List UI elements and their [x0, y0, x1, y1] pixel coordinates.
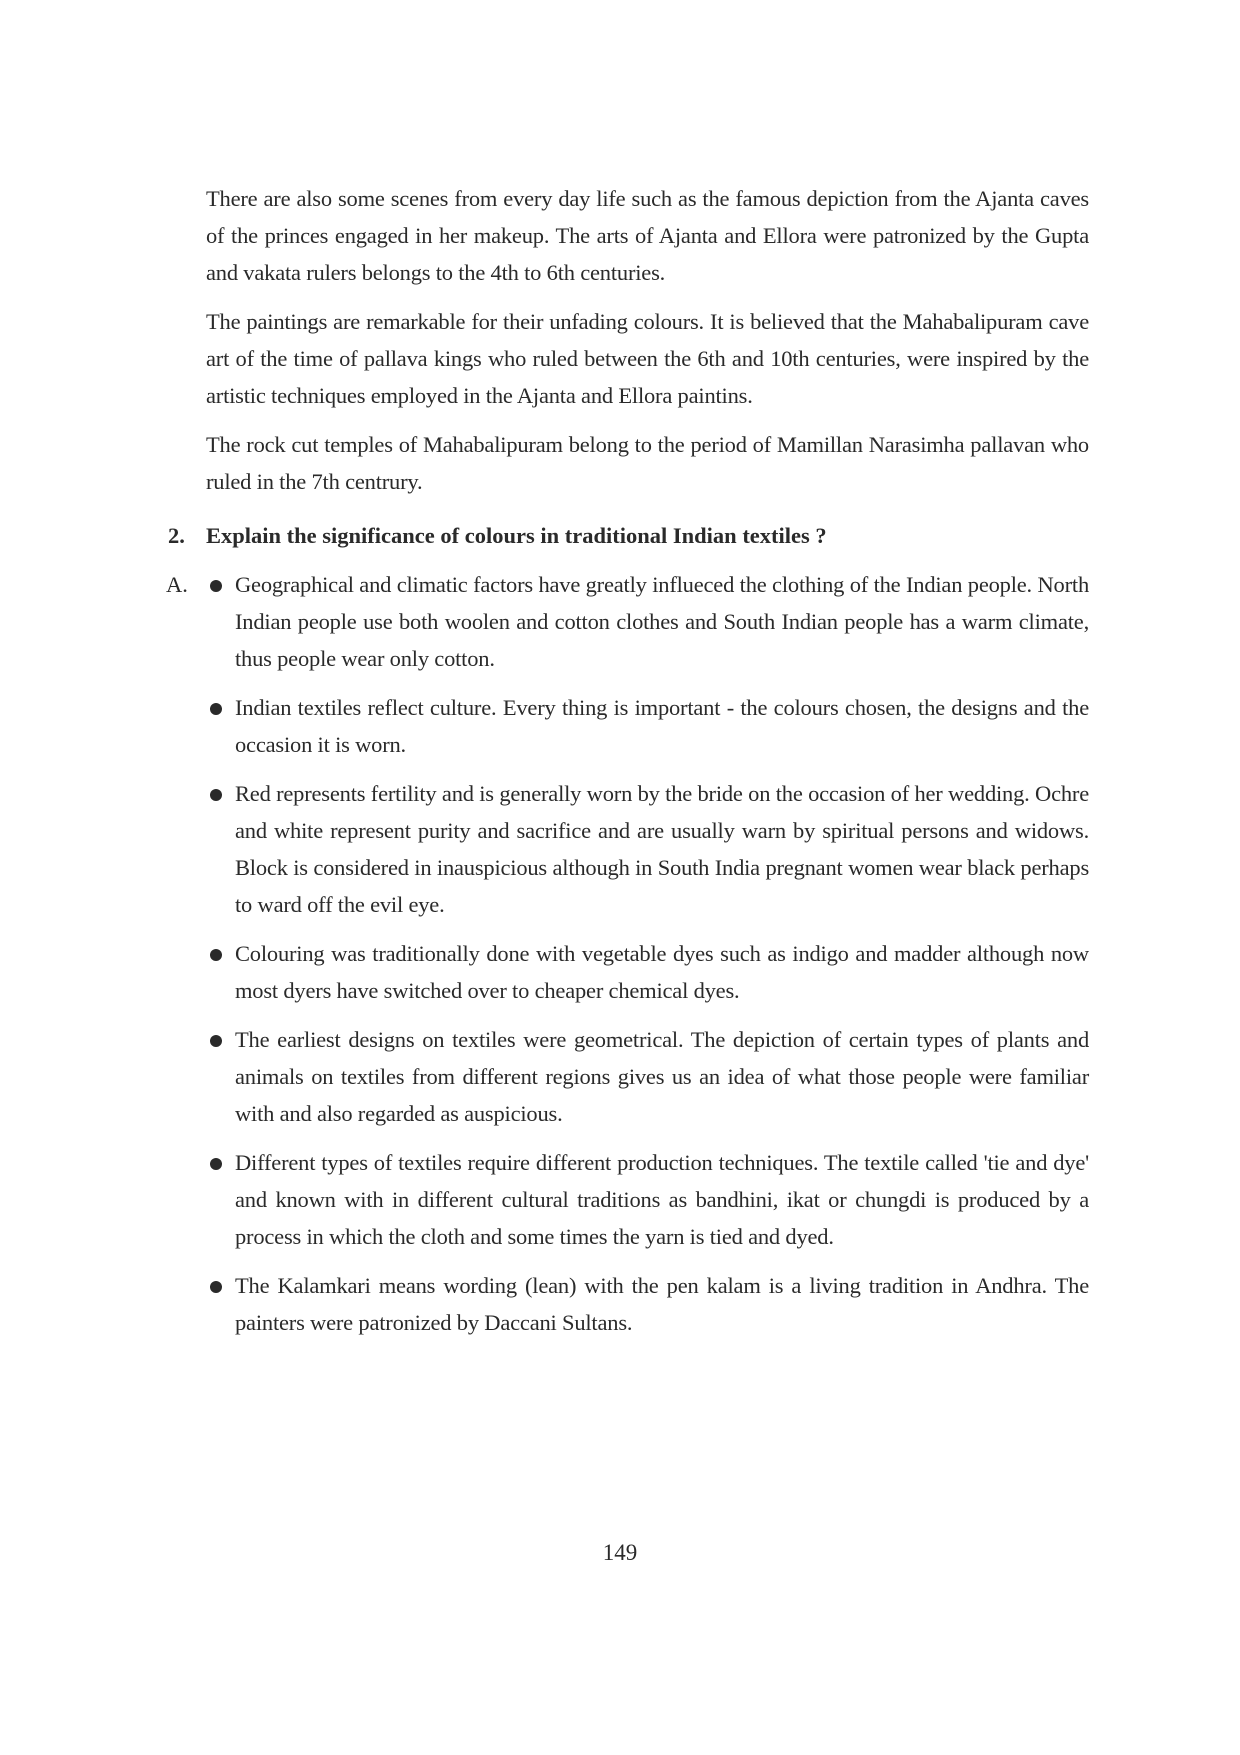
bullet-icon: [210, 703, 222, 715]
list-item: [210, 1267, 1089, 1341]
question-number: 2.: [168, 523, 185, 548]
paragraph-rock-cut-temples: The rock cut temples of Mahabalipuram belong to the period of Mamillan Narasimha pallavan who ruled in the 7th centrury.: [206, 432, 1089, 494]
paragraph-unfading-colours: The paintings are remarkable for their unfading colours. It is believed that the Mahabalipuram cave art of the time of pallava kings who ruled between the 6th and 10th centuries, were inspired by the artistic techniques employed in the Ajanta and Ellora paintins.: [206, 309, 1089, 408]
list-item: [210, 1021, 1089, 1132]
paragraph-ajanta-scenes: There are also some scenes from every day life such as the famous depiction from the Ajanta caves of the princes engaged in her makeup. The arts of Ajanta and Ellora were patronized by the Gupta and vakata rulers belongs to the 4th to 6th centuries.: [206, 186, 1089, 285]
bullet-icon: [210, 1035, 222, 1047]
list-item-text: Indian textiles reflect culture. Every thing is important - the colours chosen, the designs and the occasion it is worn.: [235, 695, 1089, 757]
bullet-icon: [210, 789, 222, 801]
list-item: [210, 566, 1089, 677]
bullet-icon: [210, 1281, 222, 1293]
list-item: [210, 689, 1089, 763]
list-item-text: The Kalamkari means wording (lean) with the pen kalam is a living tradition in Andhra. The painters were patronized by Daccani Sultans.: [235, 1273, 1089, 1335]
bullet-icon: [210, 580, 222, 592]
list-item: [210, 775, 1089, 923]
question-text: Explain the significance of colours in traditional Indian textiles ?: [206, 523, 827, 548]
list-item-text: The earliest designs on textiles were geometrical. The depiction of certain types of plants and animals on textiles from different regions gives us an idea of what those people were familiar with and also regarded as auspicious.: [235, 1027, 1089, 1126]
page-number: 149: [602, 1540, 638, 1565]
bullet-icon: [210, 949, 222, 961]
list-item-text: Red represents fertility and is generally worn by the bride on the occasion of her wedding. Ochre and white represent purity and sacrifice and are usually warn by spiritual persons and widows. Block is considered in inauspicious although in South India pregnant women wear black perhaps to ward off the evil eye.: [235, 781, 1089, 917]
answer-label: A.: [166, 572, 188, 597]
list-item: [210, 935, 1089, 1009]
list-item-text: Geographical and climatic factors have greatly influeced the clothing of the Indian people. North Indian people use both woolen and cotton clothes and South Indian people has a warm climate, thus people wear only cotton.: [235, 572, 1089, 671]
list-item-text: Different types of textiles require different production techniques. The textile called 'tie and dye' and known with in different cultural traditions as bandhini, ikat or chungdi is produced by a process in which the cloth and some times the yarn is tied and dyed.: [235, 1150, 1089, 1249]
bullet-icon: [210, 1158, 222, 1170]
list-item: [210, 1144, 1089, 1255]
list-item-text: Colouring was traditionally done with vegetable dyes such as indigo and madder although now most dyers have switched over to cheaper chemical dyes.: [235, 941, 1089, 1003]
